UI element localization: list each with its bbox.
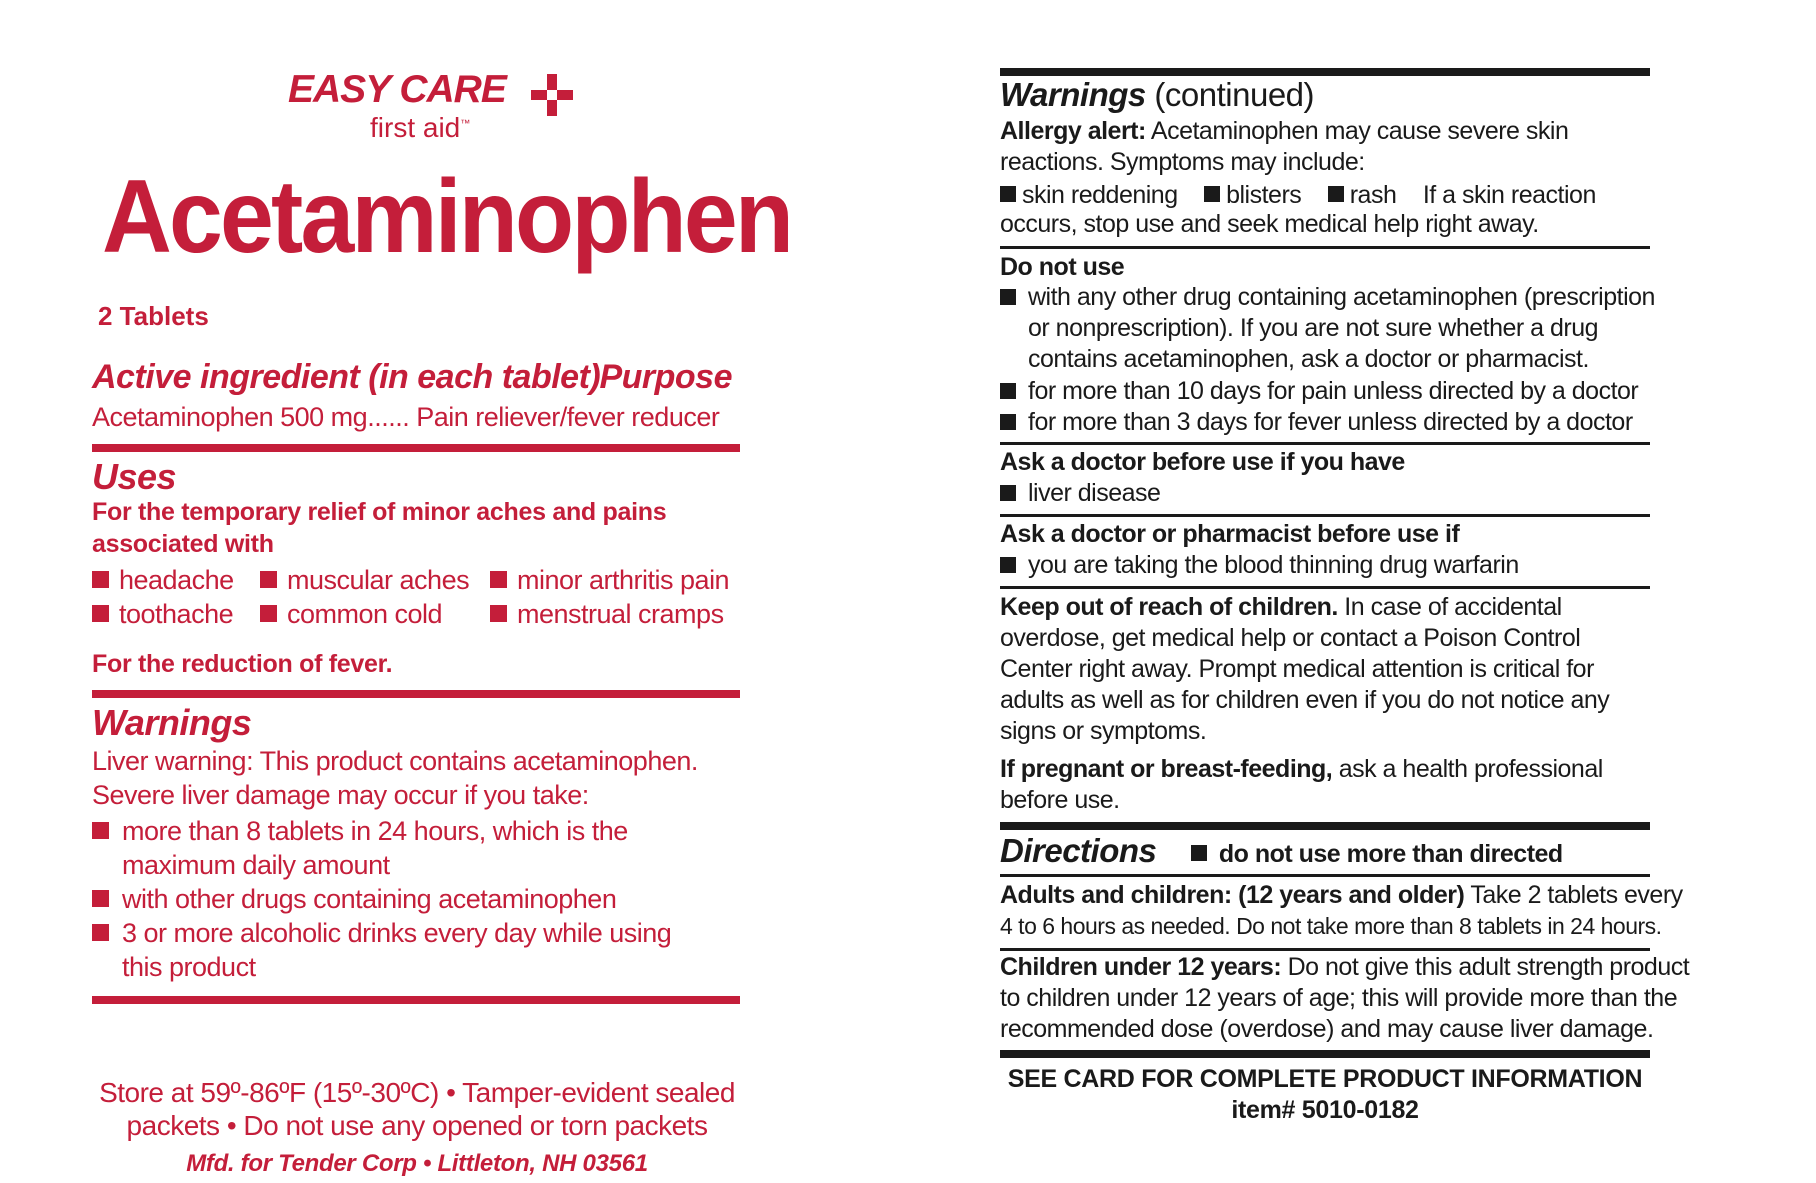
divider — [1000, 822, 1650, 830]
bullet-icon — [1328, 186, 1344, 202]
list-item: toothache — [92, 599, 233, 630]
brand-name: EASY CARE — [288, 68, 506, 111]
list-item: 3 or more alcoholic drinks every day while using this product — [92, 916, 702, 984]
bullet-icon — [92, 890, 109, 907]
divider — [1000, 874, 1650, 877]
divider — [92, 996, 740, 1004]
tablet-count: 2 Tablets — [98, 301, 209, 331]
bullet-icon — [1000, 485, 1016, 501]
list-item: you are taking the blood thinning drug warfarin — [1000, 550, 1660, 581]
bullet-icon — [92, 924, 109, 941]
allergy-alert-2: reactions. Symptoms may include: — [1000, 148, 1365, 176]
directions-title: Directions — [1000, 832, 1157, 869]
liver-warning-2: Severe liver damage may occur if you take: — [92, 780, 589, 810]
uses-title: Uses — [92, 456, 177, 497]
bullet-icon — [1000, 414, 1016, 430]
list-item: common cold — [260, 599, 442, 630]
children-directions-2: to children under 12 years of age; this will provide more than the — [1000, 984, 1678, 1012]
item-number: item# 5010-0182 — [1231, 1096, 1419, 1124]
bullet-icon — [92, 571, 109, 588]
keep-line: Center right away. Prompt medical attention is critical for — [1000, 655, 1594, 683]
bullet-icon — [1204, 186, 1220, 202]
bullet-icon — [490, 571, 507, 588]
list-item: muscular aches — [260, 565, 469, 596]
bullet-icon — [260, 571, 277, 588]
liver-warning: Liver warning: This product contains acetaminophen. — [92, 746, 698, 776]
bullet-icon — [1191, 845, 1207, 861]
divider — [1000, 586, 1650, 589]
list-item: for more than 3 days for fever unless directed by a doctor — [1000, 407, 1660, 438]
manufacturer: Mfd. for Tender Corp • Littleton, NH 03561 — [186, 1150, 648, 1177]
pregnancy-warning-2: before use. — [1000, 786, 1120, 814]
ask-pharmacist-title: Ask a doctor or pharmacist before use if — [1000, 520, 1460, 548]
list-item: for more than 10 days for pain unless directed by a doctor — [1000, 376, 1660, 407]
list-item: more than 8 tablets in 24 hours, which is the maximum daily amount — [92, 814, 682, 882]
bullet-icon — [490, 605, 507, 622]
divider — [1000, 246, 1650, 249]
children-directions-3: recommended dose (overdose) and may cause liver damage. — [1000, 1015, 1654, 1043]
brand-logo — [288, 68, 578, 148]
storage-info: Store at 59º-86ºF (15º-30ºC) • Tamper-evident sealed packets • Do not use any opened or torn packets — [99, 1077, 735, 1141]
divider — [1000, 68, 1650, 76]
list-item: with any other drug containing acetaminophen (prescription or nonprescription). If you are not sure whether a drug contains acetaminophen, ask a doctor or pharmacist. — [1000, 282, 1660, 375]
adults-directions: Adults and children: (12 years and older) Take 2 tablets every — [1000, 881, 1683, 909]
adults-directions-2: 4 to 6 hours as needed. Do not take more than 8 tablets in 24 hours. — [1000, 913, 1662, 939]
active-ingredient-heading: Active ingredient (in each tablet) Purpose — [92, 358, 732, 396]
do-not-use-title: Do not use — [1000, 253, 1125, 281]
brand-sub: first aid™ — [370, 112, 471, 143]
list-item: menstrual cramps — [490, 599, 724, 630]
directions-header: Directions do not use more than directed — [1000, 832, 1563, 869]
pregnancy-warning: If pregnant or breast-feeding, ask a health professional — [1000, 755, 1603, 783]
divider — [1000, 514, 1650, 517]
uses-fever: For the reduction of fever. — [92, 650, 393, 678]
allergy-symptoms: skin reddening blisters rash If a skin reaction — [1000, 181, 1596, 210]
warnings-title: Warnings — [92, 702, 252, 743]
bullet-icon — [1000, 557, 1016, 573]
divider — [92, 444, 740, 452]
product-name: Acetaminophen — [102, 159, 792, 275]
divider — [1000, 442, 1650, 445]
keep-line: signs or symptoms. — [1000, 717, 1207, 745]
keep-line: adults as well as for children even if you do not notice any — [1000, 686, 1610, 714]
ask-doctor-title: Ask a doctor before use if you have — [1000, 448, 1405, 476]
children-directions: Children under 12 years: Do not give this adult strength product — [1000, 953, 1690, 981]
uses-intro: For the temporary relief of minor aches and pains — [92, 498, 667, 526]
bullet-icon — [1000, 289, 1016, 305]
allergy-alert: Allergy alert: Acetaminophen may cause severe skin — [1000, 117, 1569, 145]
warnings-continued-title: Warnings (continued) — [1000, 76, 1315, 113]
bullet-icon — [92, 822, 109, 839]
bullet-icon — [1000, 186, 1016, 202]
active-ingredient-line: Acetaminophen 500 mg...... Pain reliever/fever reducer — [92, 402, 720, 432]
divider — [1000, 948, 1650, 951]
keep-line: overdose, get medical help or contact a Poison Control — [1000, 624, 1581, 652]
bullet-icon — [92, 605, 109, 622]
list-item: minor arthritis pain — [490, 565, 729, 596]
keep-out-of-reach: Keep out of reach of children. In case of accidental — [1000, 593, 1562, 621]
allergy-alert-3: occurs, stop use and seek medical help right away. — [1000, 210, 1539, 238]
divider — [1000, 1050, 1650, 1058]
see-card-notice: SEE CARD FOR COMPLETE PRODUCT INFORMATION item# 5010-0182 — [1000, 1064, 1650, 1126]
bullet-icon — [260, 605, 277, 622]
divider — [92, 690, 740, 698]
uses-intro-2: associated with — [92, 530, 274, 558]
list-item: liver disease — [1000, 478, 1660, 509]
list-item: with other drugs containing acetaminophen — [92, 882, 722, 916]
bullet-icon — [1000, 383, 1016, 399]
cross-icon — [531, 74, 573, 116]
purpose-heading: Purpose — [599, 358, 732, 396]
list-item: headache — [92, 565, 234, 596]
